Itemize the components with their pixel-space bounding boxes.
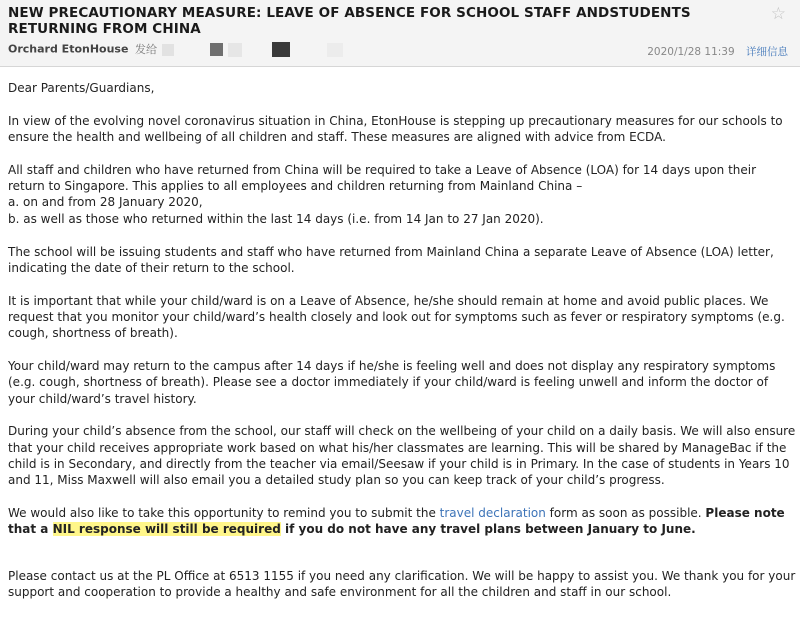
redacted-recipient (272, 42, 290, 57)
paragraph-loa-letter: The school will be issuing students and staff who have returned from Mainland China a separate Leave of Absence (LOA) letter, indicating the date of their return to the school. (8, 244, 774, 275)
paragraph-travel-declaration (8, 505, 796, 538)
email-header (0, 0, 800, 67)
redacted-recipient (210, 43, 223, 56)
paragraph-loa-requirement (8, 162, 796, 227)
details-link[interactable]: 详细信息 (746, 46, 788, 58)
recipient-label: 发给 (134, 42, 157, 56)
sender-row (8, 42, 343, 57)
star-icon[interactable]: ☆ (770, 4, 786, 24)
email-meta (647, 44, 788, 59)
nil-response-highlight: NIL response will still be required (52, 522, 281, 537)
greeting: Dear Parents/Guardians, (8, 81, 155, 95)
loa-condition-a: a. on and from 28 January 2020, (8, 195, 203, 210)
paragraph-intro: In view of the evolving novel coronavirus situation in China, EtonHouse is stepping up precautionary measures for our schools to ensure the health and wellbeing of all children and staff. These measures are aligned with advice from ECDA. (8, 113, 783, 145)
loa-requirement-text: All staff and children who have returned from China will be required to take a Leave of Absence (LOA) for 14 days upon their return to Singapore. This applies to all employees and children returning from Mainland China – (8, 162, 757, 194)
email-date: 2020/1/28 11:39 (647, 46, 735, 58)
email-subject: NEW PRECAUTIONARY MEASURE: LEAVE OF ABSENCE FOR SCHOOL STAFF ANDSTUDENTS RETURNING FROM CHINA (8, 5, 691, 37)
travel-declaration-link[interactable]: travel declaration (439, 506, 546, 521)
loa-condition-b: b. as well as those who returned within the last 14 days (i.e. from 14 Jan to 27 Jan 2020). (8, 211, 544, 226)
email-body (8, 80, 796, 617)
sender-name[interactable]: Orchard EtonHouse (8, 42, 129, 56)
redacted-recipient (228, 43, 242, 57)
nil-note-end: if you do not have any travel plans between January to June. (280, 522, 696, 537)
paragraph-stay-home: It is important that while your child/ward is on a Leave of Absence, he/she should remain at home and avoid public places. We request that you monitor your child/ward’s health closely and look out for symptoms such as fever or respiratory symptoms (e.g. cough, shortness of breath). (8, 293, 785, 341)
nil-note-start: Please note that a (8, 506, 785, 537)
travel-declaration-mid: form as soon as possible. (545, 506, 706, 521)
paragraph-wellbeing: During your child’s absence from the school, our staff will check on the wellbeing of your child on a daily basis. We will also ensure that your child receives appropriate work based on what his/her classmates are learning. This will be shared by ManageBac if the child is in Secondary, and directly from the teacher via email/Seesaw if your child is in Primary. In the case of students in Years 10 and 11, Miss Maxwell will also email you a detailed study plan so you can keep track of your child’s progress. (8, 424, 796, 488)
redacted-recipient (162, 44, 174, 56)
redacted-recipient (327, 43, 343, 57)
paragraph-contact: Please contact us at the PL Office at 6513 1155 if you need any clarification. We will be happy to assist you. We thank you for your support and cooperation to provide a healthy and safe environment for all the children and staff in our school. (8, 568, 796, 600)
paragraph-return-campus: Your child/ward may return to the campus after 14 days if he/she is feeling well and does not display any respiratory symptoms (e.g. cough, shortness of breath). Please see a doctor immediately if your child/ward is feeling unwell and inform the doctor of your child/ward’s travel history. (8, 359, 776, 406)
travel-declaration-intro: We would also like to take this opportunity to remind you to submit the (8, 506, 440, 521)
